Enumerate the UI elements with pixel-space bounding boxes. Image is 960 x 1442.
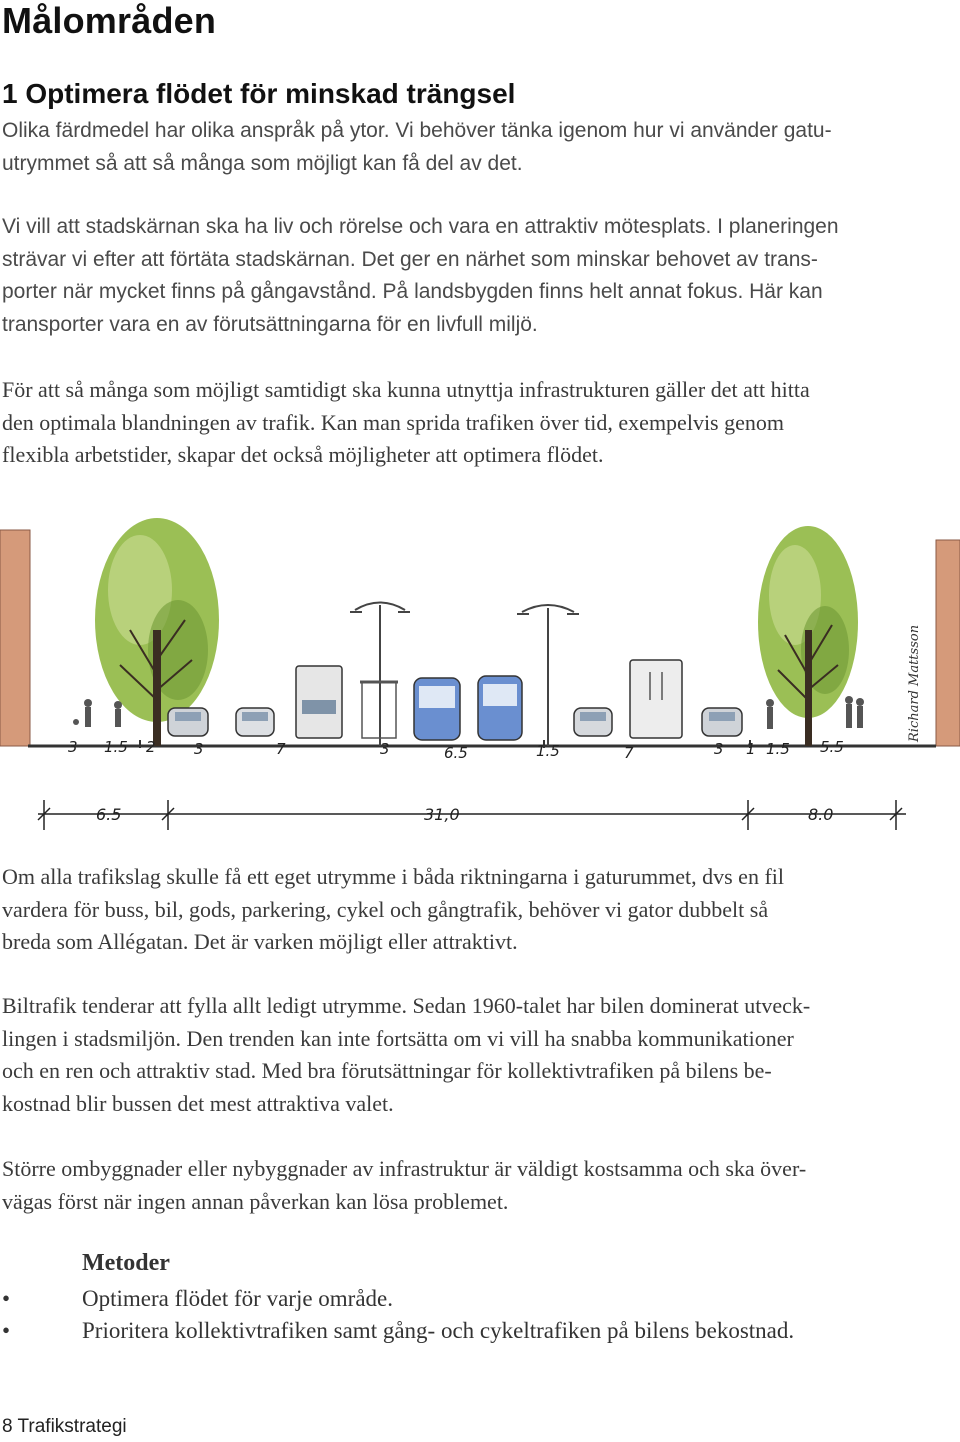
bus-right bbox=[478, 676, 522, 740]
paragraph-ombyggnader bbox=[2, 1153, 958, 1218]
pedestrians-left bbox=[73, 699, 122, 727]
lane-width-label: 1.5 bbox=[766, 740, 790, 758]
bullet-icon: • bbox=[2, 1318, 11, 1343]
bullet-icon: • bbox=[2, 1286, 11, 1311]
truck-right bbox=[630, 660, 682, 738]
dimension-label: 31,0 bbox=[424, 805, 460, 824]
text-line: transporter vara en av förutsättningarna för en livfull miljö. bbox=[2, 312, 538, 336]
lane-width-label: 3 bbox=[194, 740, 204, 758]
street-section-illustration bbox=[0, 500, 960, 840]
method-text: Prioritera kollektivtrafiken samt gång- och cykeltrafiken på bilens bekostnad. bbox=[82, 1318, 795, 1343]
street-lamp-right bbox=[517, 605, 579, 746]
lane-width-label: 1 bbox=[746, 740, 756, 758]
method-text: Optimera flödet för varje område. bbox=[82, 1286, 394, 1311]
text-line: den optimala blandningen av trafik. Kan man sprida trafiken över tid, exempelvis genom bbox=[2, 409, 784, 435]
page-title: Målområden bbox=[2, 0, 217, 41]
paragraph-trafikslag bbox=[2, 861, 958, 959]
text-line: lingen i stadsmiljön. Den trenden kan inte fortsätta om vi vill ha snabba kommunikationer bbox=[2, 1025, 794, 1051]
paragraph-infrastruktur bbox=[2, 374, 958, 472]
text-line: breda som Allégatan. Det är varken möjligt eller attraktivt. bbox=[2, 929, 518, 954]
lane-width-label: 6.5 bbox=[444, 744, 468, 762]
text-line: flexibla arbetstider, skapar det också möjligheter att optimera flödet. bbox=[2, 442, 604, 467]
text-line: Olika färdmedel har olika anspråk på ytor. Vi behöver tänka igenom hur vi använder gatu- bbox=[2, 119, 832, 142]
car-4 bbox=[702, 708, 742, 736]
lane-width-label: 1.5 bbox=[536, 742, 560, 760]
text-line: Vi vill att stadskärnan ska ha liv och rörelse och vara en attraktiv mötesplats. I planeringen bbox=[2, 215, 839, 238]
text-line: strävar vi efter att förtäta stadskärnan. Det ger en närhet som minskar behovet av trans- bbox=[2, 247, 818, 271]
lane-width-label: 3 bbox=[380, 740, 390, 758]
text-line: Biltrafik tenderar att fylla allt ledigt utrymme. Sedan 1960-talet har bilen dominerat utveck- bbox=[2, 993, 811, 1018]
text-line: För att så många som möjligt samtidigt ska kunna utnyttja infrastrukturen gäller det att hitta bbox=[2, 377, 810, 402]
street-lamp-left bbox=[350, 603, 410, 747]
lane-width-label: 3 bbox=[68, 738, 78, 756]
car-2 bbox=[236, 708, 274, 736]
dimension-label: 8.0 bbox=[808, 805, 834, 824]
artist-signature: Richard Mattsson bbox=[907, 624, 922, 742]
text-line: porter när mycket finns på gångavstånd. På landsbygden finns helt annat fokus. Här kan bbox=[2, 280, 823, 303]
page-footer: 8 Trafikstrategi bbox=[2, 1416, 127, 1437]
text-line: vardera för buss, bil, gods, parkering, cykel och gångtrafik, behöver vi gator dubbelt så bbox=[2, 896, 769, 922]
car-1 bbox=[168, 708, 208, 736]
dimension-line bbox=[38, 800, 906, 830]
car-3 bbox=[574, 708, 612, 736]
right-building-wall bbox=[936, 540, 960, 746]
intro-paragraph bbox=[2, 115, 958, 180]
lane-width-label: 7 bbox=[624, 744, 634, 762]
lane-width-label: 2 bbox=[146, 738, 156, 756]
paragraph-biltrafik bbox=[2, 990, 958, 1120]
left-building-wall bbox=[0, 530, 30, 746]
paragraph-stadskarnan bbox=[2, 211, 958, 341]
truck-left bbox=[296, 666, 342, 738]
text-line: Större ombyggnader eller nybyggnader av infrastruktur är väldigt kostsamma och ska över- bbox=[2, 1156, 807, 1181]
lane-width-label: 1.5 bbox=[104, 738, 128, 756]
text-line: Om alla trafikslag skulle få ett eget utrymme i båda riktningarna i gaturummet, dvs en fil bbox=[2, 864, 784, 889]
section-heading: 1 Optimera flödet för minskad trängsel bbox=[2, 78, 516, 109]
lane-width-label: 5.5 bbox=[820, 738, 844, 756]
lane-width-label: 3 bbox=[714, 740, 724, 758]
text-line: kostnad blir bussen det mest attraktiva valet. bbox=[2, 1090, 394, 1116]
bus-left bbox=[414, 678, 460, 740]
text-line: utrymmet så att så många som möjligt kan få del av det. bbox=[2, 151, 523, 175]
dimension-label: 6.5 bbox=[96, 805, 122, 824]
text-line: vägas först när ingen annan påverkan kan lösa problemet. bbox=[2, 1188, 509, 1214]
text-line: och en ren och attraktiv stad. Med bra förutsättningar för kollektivtrafiken på bilens be- bbox=[2, 1058, 772, 1083]
lane-width-label: 7 bbox=[276, 740, 286, 758]
methods-title: Metoder bbox=[82, 1250, 170, 1276]
